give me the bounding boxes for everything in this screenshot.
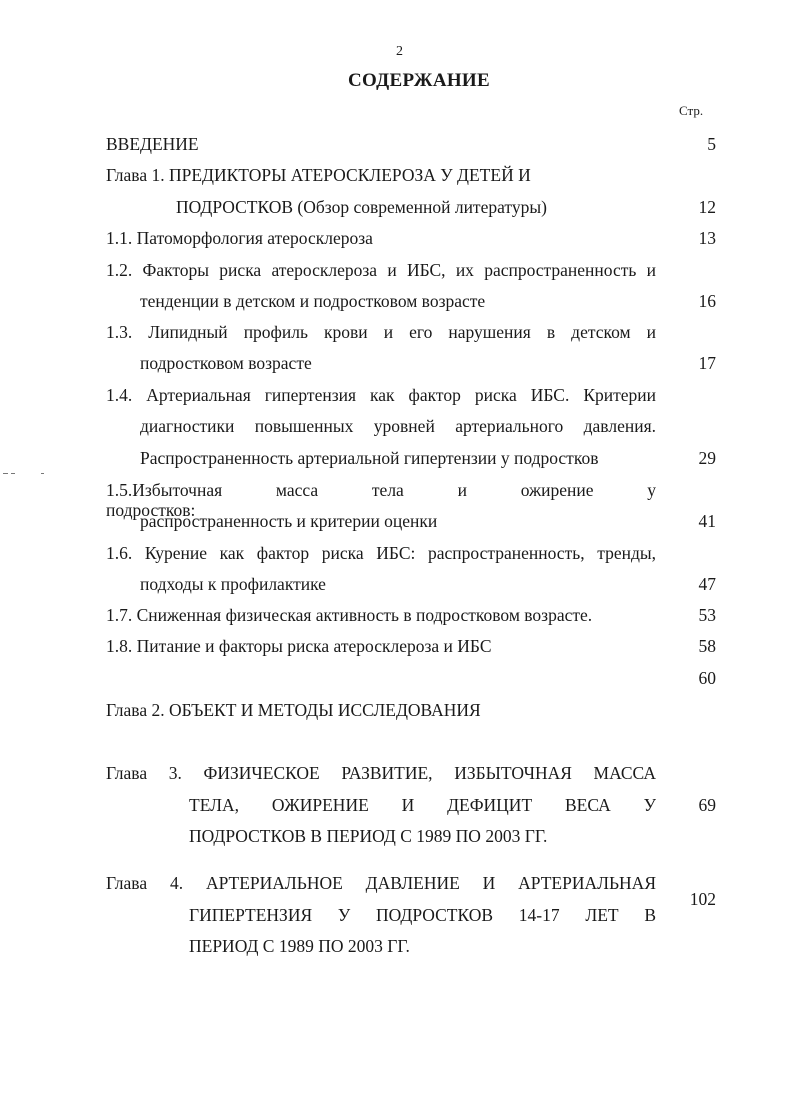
toc-entry-text: 1.3. Липидный профиль крови и его нарушения в детском и (106, 322, 656, 342)
toc-entry-text: 1.8. Питание и факторы риска атеросклероза и ИБС (106, 636, 492, 656)
toc-entry-text: Глава 2. ОБЪЕКТ И МЕТОДЫ ИССЛЕДОВАНИЯ (106, 700, 481, 720)
toc-entry-page: 13 (698, 228, 716, 248)
toc-entry-text: Глава 1. ПРЕДИКТОРЫ АТЕРОСКЛЕРОЗА У ДЕТЕЙ И (106, 165, 531, 185)
toc-entry-text: диагностики повышенных уровней артериального давления. (140, 416, 656, 436)
toc-entry-page: 41 (698, 511, 716, 531)
toc-entry-page: 58 (698, 636, 716, 656)
toc-entry-text: тенденции в детском и подростковом возрасте (140, 291, 486, 311)
toc-entry-text: ПОДРОСТКОВ (Обзор современной литературы) (176, 197, 547, 217)
toc-entry-page: 53 (698, 605, 716, 625)
toc-entry-text: Глава 4. АРТЕРИАЛЬНОЕ ДАВЛЕНИЕ И АРТЕРИАЛЬНАЯ (106, 873, 656, 893)
toc-entry-page: 29 (698, 448, 716, 468)
toc-entry-text: 1.5.Избыточная масса тела и ожирение у подростков: (106, 480, 656, 520)
toc-entry-text: ПЕРИОД С 1989 ПО 2003 ГГ. (189, 936, 410, 956)
toc-entry-text: ВВЕДЕНИЕ (106, 134, 199, 154)
toc-entry-text: распространенность и критерии оценки (140, 511, 438, 531)
toc-entry-text: Глава 3. ФИЗИЧЕСКОЕ РАЗВИТИЕ, ИЗБЫТОЧНАЯ МАССА (106, 763, 656, 783)
toc-entry-page: 5 (707, 134, 716, 154)
toc-entry-text: подходы к профилактике (140, 574, 326, 594)
toc-entry-text: Распространенность артериальной гипертензии у подростков (140, 448, 599, 468)
toc-entry-page: 12 (698, 197, 716, 217)
toc-entry-text: 1.2. Факторы риска атеросклероза и ИБС, их распространенность и (106, 260, 656, 280)
toc-entry-text: ПОДРОСТКОВ В ПЕРИОД С 1989 ПО 2003 ГГ. (189, 826, 548, 846)
page-number: 2 (396, 44, 403, 59)
scan-artifact (11, 473, 15, 474)
toc-entry-page: 69 (698, 795, 716, 815)
toc-entry-text: 1.6. Курение как фактор риска ИБС: распространенность, тренды, (106, 543, 656, 563)
toc-entry-text: подростковом возрасте (140, 353, 312, 373)
toc-entry-text: 1.1. Патоморфология атеросклероза (106, 228, 373, 248)
toc-entry-page: 16 (698, 291, 716, 311)
toc-entry-text: 1.7. Сниженная физическая активность в подростковом возрасте. (106, 605, 593, 625)
toc-entry-page: 60 (698, 668, 716, 688)
scan-artifact (41, 473, 44, 474)
scan-artifact (3, 473, 8, 474)
toc-entry-page: 17 (698, 353, 716, 373)
page-column-label: Стр. (679, 103, 704, 118)
toc-entry-text: ГИПЕРТЕНЗИЯ У ПОДРОСТКОВ 14-17 ЛЕТ В (189, 905, 656, 925)
toc-entry-text: ТЕЛА, ОЖИРЕНИЕ И ДЕФИЦИТ ВЕСА У (189, 795, 656, 815)
toc-entry-page: 47 (698, 574, 716, 594)
toc-entry-page: 102 (689, 889, 716, 909)
page-title: СОДЕРЖАНИЕ (348, 70, 490, 91)
toc-entry-text: 1.4. Артериальная гипертензия как фактор риска ИБС. Критерии (106, 385, 656, 405)
